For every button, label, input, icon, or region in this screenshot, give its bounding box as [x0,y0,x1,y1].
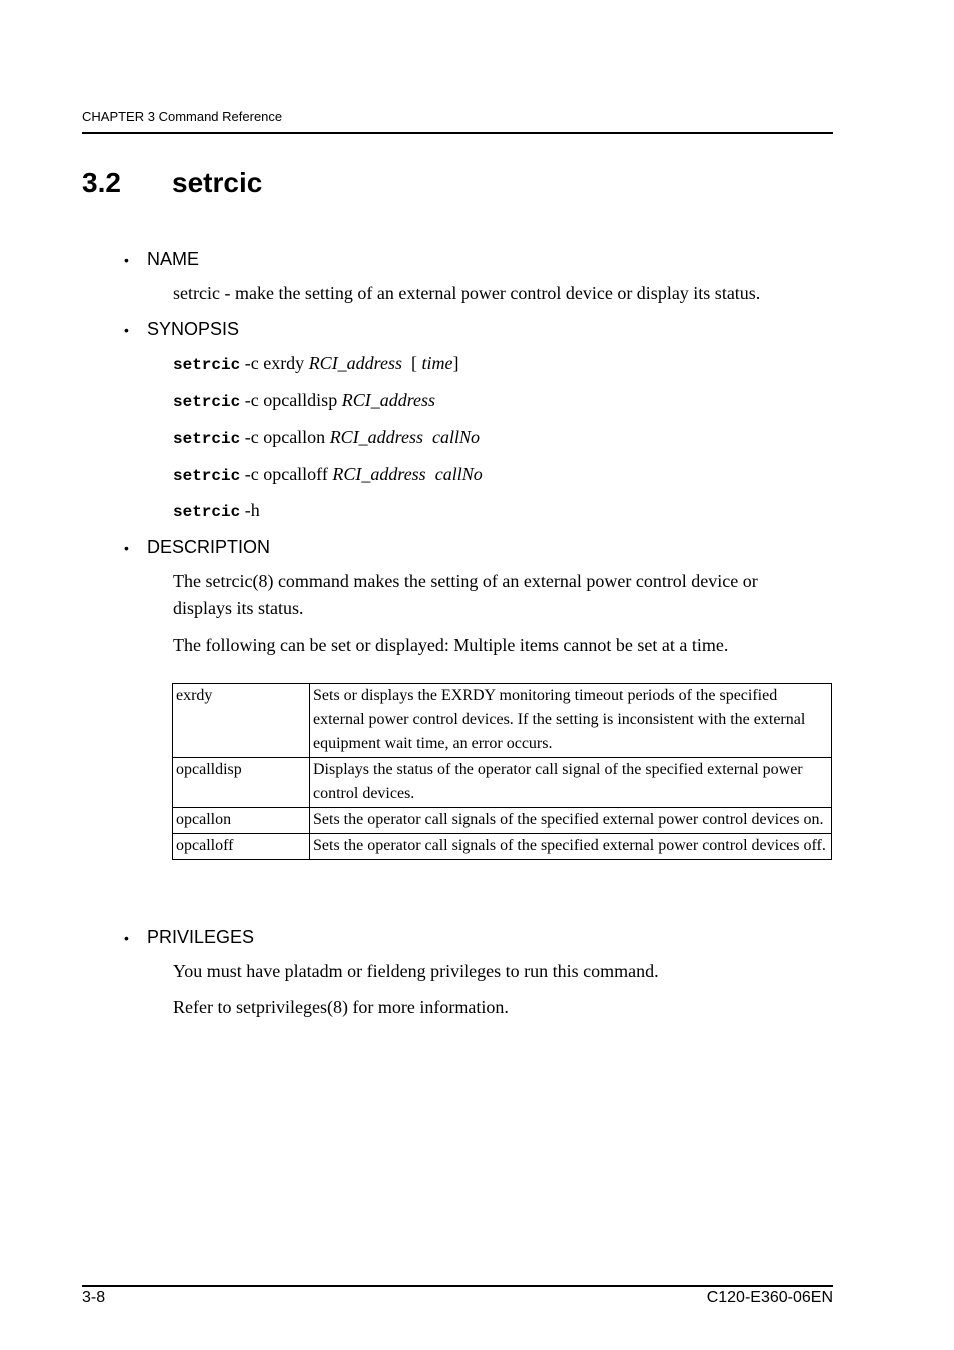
bullet-icon: • [124,540,129,556]
page-number: 3-8 [82,1289,106,1306]
bullet-icon: • [124,930,129,946]
synopsis-line-5 [173,500,260,521]
bullet-icon: • [124,252,129,268]
option-cell: exrdy [173,684,310,758]
bullet-icon: • [124,322,129,338]
synopsis-line-1 [173,353,459,374]
command-option: -c exrdy [240,353,309,373]
synopsis-line-4 [173,464,483,485]
chapter-title: CHAPTER 3 Command Reference [82,109,283,124]
option-cell: opcallon [173,808,310,834]
privileges-para-1: You must have platadm or fieldeng privileges to run this command. [173,961,659,981]
option-cell: opcalloff [173,834,310,860]
command-option: -h [240,500,260,520]
option-description-cell: Sets or displays the EXRDY monitoring timeout periods of the specified external power control devices. If the setting is inconsistent with the external equipment wait time, an error occurs. [310,684,832,758]
page-footer [82,1285,833,1313]
command-argument: RCI_address [341,390,436,410]
command-option: -c opcallon [240,427,330,447]
command-name: setrcic [173,503,241,521]
synopsis-line-3 [173,427,480,448]
command-argument-2: callNo [432,427,481,447]
command-name: setrcic [173,467,241,485]
table-row [173,834,832,860]
table-row [173,684,832,758]
table-row [173,808,832,834]
command-name: setrcic [173,356,241,374]
page-header [82,108,833,134]
synopsis-label: SYNOPSIS [147,319,240,339]
name-label: NAME [147,249,200,269]
command-argument: RCI_address [332,464,426,484]
options-table [172,683,832,860]
command-argument: RCI_address [308,353,403,373]
synopsis-line-2 [173,390,435,411]
description-para-2: The following can be set or displayed: Multiple items cannot be set at a time. [173,635,729,655]
option-description-cell: Sets the operator call signals of the specified external power control devices off. [310,834,832,860]
section-number: 3.2 [82,167,121,198]
optional-argument: time [421,353,453,373]
command-argument: RCI_address [329,427,424,447]
option-description-cell: Displays the status of the operator call signal of the specified external power control devices. [310,758,832,808]
section-title: setrcic [172,167,263,198]
document-id: C120-E360-06EN [706,1289,833,1306]
command-name: setrcic [173,430,241,448]
option-description-cell: Sets the operator call signals of the specified external power control devices on. [310,808,832,834]
name-text: setrcic - make the setting of an external power control device or display its status. [173,283,761,303]
privileges-para-2: Refer to setprivileges(8) for more information. [173,997,509,1017]
option-cell: opcalldisp [173,758,310,808]
description-label: DESCRIPTION [147,537,271,557]
description-para-1 [173,568,758,622]
command-option: -c opcalloff [240,464,333,484]
description-para-1-line-2: displays its status. [173,598,304,618]
bracket-open: [ [402,353,422,373]
command-option: -c opcalldisp [240,390,342,410]
command-name: setrcic [173,393,241,411]
command-argument-2: callNo [434,464,483,484]
bracket-close: ] [452,353,459,373]
privileges-label: PRIVILEGES [147,927,255,947]
description-para-1-line-1: The setrcic(8) command makes the setting of an external power control device or [173,571,758,591]
table-row [173,758,832,808]
